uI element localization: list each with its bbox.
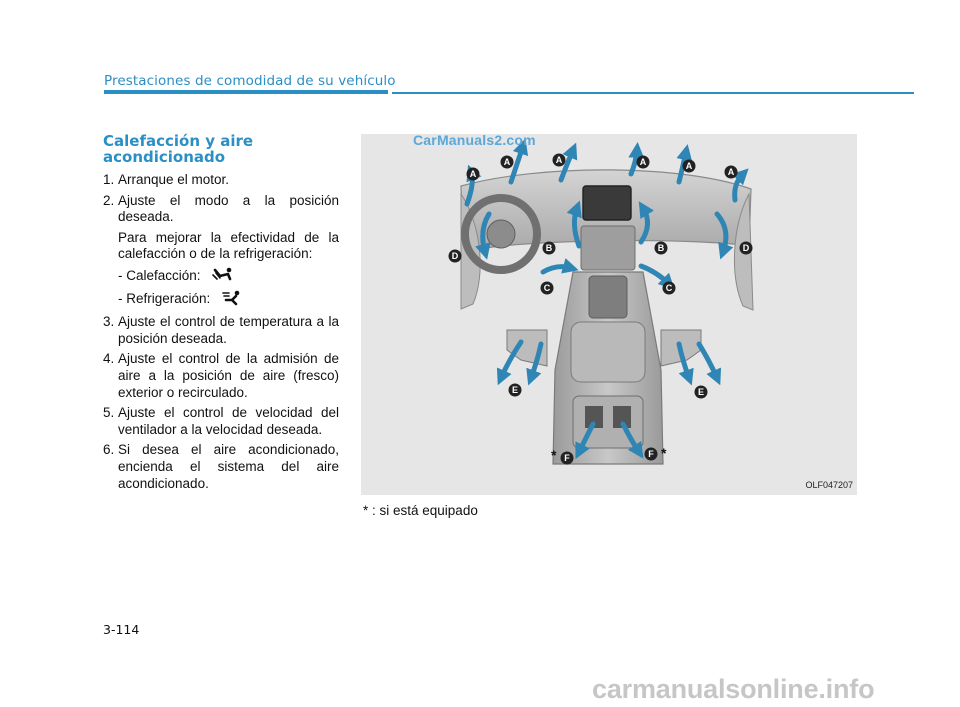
running-header: Prestaciones de comodidad de su vehículo <box>104 73 396 89</box>
step-text: Ajuste el control de velocidad del ventilador a la velocidad deseada. <box>118 405 339 437</box>
step-number: 2. <box>103 192 115 208</box>
figure-code: OLF047207 <box>805 480 853 490</box>
cooling-row <box>103 290 339 311</box>
list-item <box>103 405 339 438</box>
badge-d2 <box>740 242 753 255</box>
badge-letter: A <box>685 161 693 171</box>
asterisk-left: * <box>551 447 557 463</box>
footnote: * : si está equipado <box>363 503 478 518</box>
badge-f1 <box>561 452 574 465</box>
badge-b1 <box>543 242 556 255</box>
page-number: 3-114 <box>103 622 140 637</box>
face-vent-mode-icon <box>222 290 244 311</box>
badge-c1 <box>541 282 554 295</box>
badge-e1 <box>509 384 522 397</box>
list-item <box>103 351 339 401</box>
floor-vent-mode-icon <box>212 267 234 286</box>
watermark-top: CarManuals2.com <box>413 132 536 148</box>
list-item <box>103 172 339 189</box>
heating-label: - Calefacción: <box>118 267 201 283</box>
badge-letter: A <box>555 155 563 165</box>
badge-letter: A <box>639 157 647 167</box>
step-number: 4. <box>103 351 115 367</box>
section-title-line1: Calefacción y aire <box>103 132 254 150</box>
badge-a4 <box>637 156 650 169</box>
step-number: 1. <box>103 172 115 187</box>
climate-panel <box>581 226 635 270</box>
badge-a3 <box>553 154 566 167</box>
watermark-bottom: carmanualsonline.info <box>592 674 875 704</box>
badge-letter: B <box>657 243 665 253</box>
step-number: 5. <box>103 405 115 421</box>
badge-letter: A <box>469 169 477 179</box>
badge-c2 <box>663 282 676 295</box>
badge-f2 <box>645 448 658 461</box>
badge-letter: C <box>543 283 551 293</box>
list-item <box>103 193 339 226</box>
step-number: 3. <box>103 314 115 330</box>
heating-row <box>103 267 339 286</box>
cooling-label: - Refrigeración: <box>118 291 211 307</box>
badge-letter: C <box>665 283 673 293</box>
step-text: Ajuste el modo a la posición deseada. <box>118 192 339 225</box>
badge-e2 <box>695 386 708 399</box>
badge-letter: A <box>727 167 735 177</box>
badge-letter: F <box>564 453 570 463</box>
vent-location-illustration <box>361 134 857 495</box>
center-screen <box>583 186 631 220</box>
badge-a2 <box>501 156 514 169</box>
asterisk-right: * <box>661 445 667 461</box>
step-text: Si desea el aire acondicionado, encienda el sistema del aire acondicionado. <box>118 442 339 491</box>
badge-letter: E <box>511 385 519 395</box>
badge-letter: B <box>545 243 553 253</box>
section-title-line2: acondicionado <box>103 148 226 166</box>
car-interior-drawing <box>361 134 857 495</box>
badge-letter: F <box>648 449 654 459</box>
badge-letter: D <box>451 251 459 261</box>
section-title <box>103 133 323 165</box>
list-item <box>103 314 339 347</box>
badge-a6 <box>725 166 738 179</box>
badge-b2 <box>655 242 668 255</box>
badge-a5 <box>683 160 696 173</box>
step-text: Arranque el motor. <box>118 172 230 187</box>
badge-letter: D <box>742 243 750 253</box>
badge-letter: E <box>697 387 705 397</box>
step-number: 6. <box>103 442 115 458</box>
step-text: Ajuste el control de temperatura a la posición deseada. <box>118 314 339 346</box>
header-rule-thick <box>104 90 388 94</box>
badge-letter: A <box>503 157 511 167</box>
step-text: Ajuste el control de la admisión de aire a la posición de aire (fresco) exterior o recirculado. <box>118 351 339 400</box>
badge-d1 <box>449 250 462 263</box>
badge-a1 <box>467 168 480 181</box>
steps-list <box>103 172 339 496</box>
header-rule-thin <box>392 92 914 94</box>
list-item <box>103 442 339 492</box>
tip-text: Para mejorar la efectividad de la calefacción o de la refrigeración: <box>118 229 339 262</box>
